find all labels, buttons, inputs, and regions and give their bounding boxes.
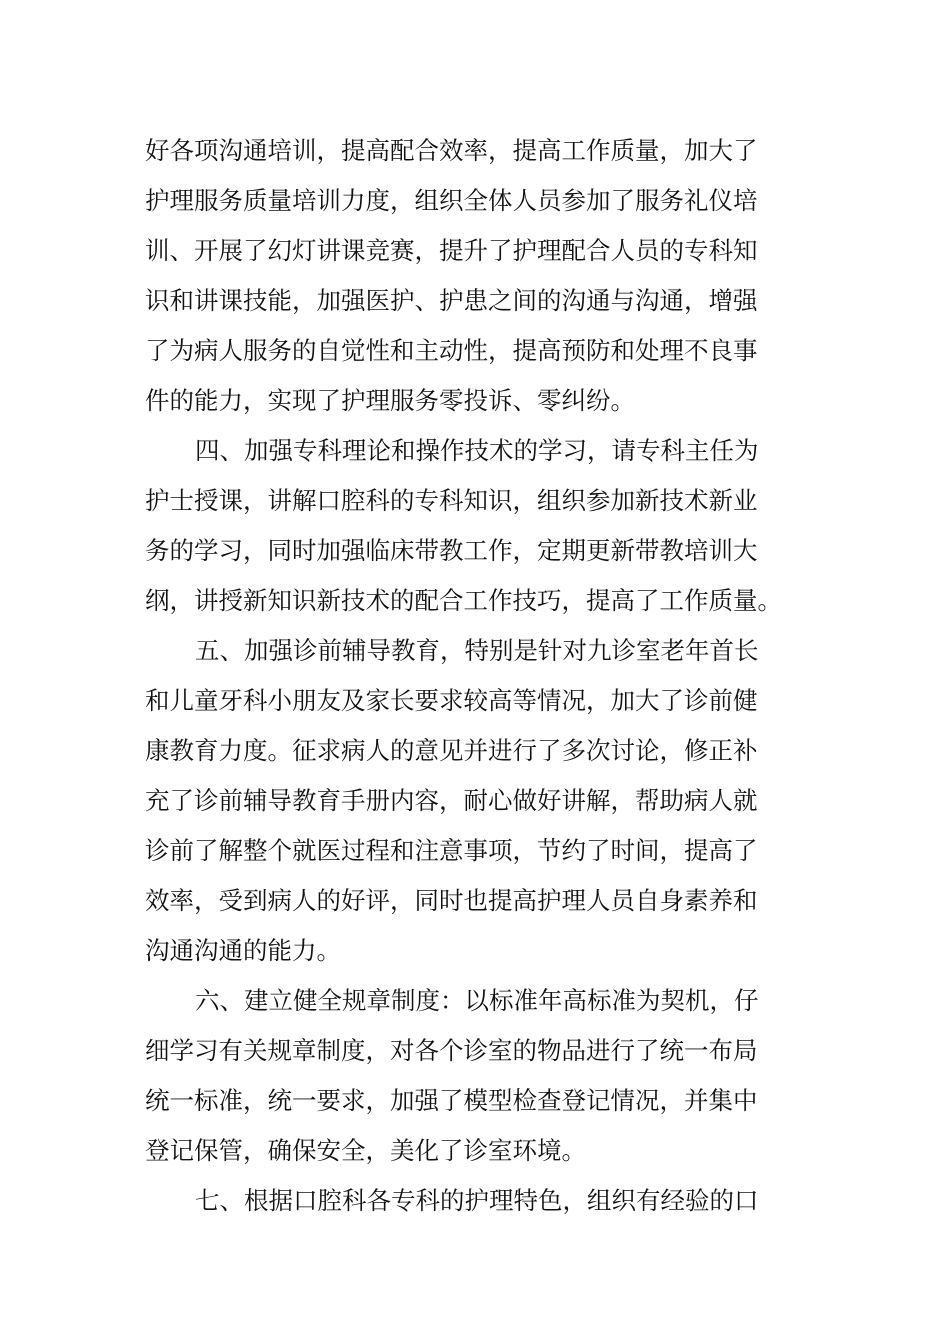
paragraph-start-line: 五、加强诊前辅导教育，特别是针对九诊室老年首长 xyxy=(195,636,759,665)
text-line: 沟通沟通的能力。 xyxy=(145,936,341,965)
paragraph-start-line: 七、根据口腔科各专科的护理特色，组织有经验的口 xyxy=(195,1186,759,1215)
text-line: 细学习有关规章制度，对各个诊室的物品进行了统一布局 xyxy=(145,1036,758,1065)
text-line: 登记保管，确保安全，美化了诊室环境。 xyxy=(145,1136,586,1165)
text-line: 充了诊前辅导教育手册内容，耐心做好讲解，帮助病人就 xyxy=(145,786,758,815)
text-line: 务的学习，同时加强临床带教工作，定期更新带教培训大 xyxy=(145,536,758,565)
text-line: 诊前了解整个就医过程和注意事项，节约了时间，提高了 xyxy=(145,836,758,865)
text-line: 护理服务质量培训力度，组织全体人员参加了服务礼仪培 xyxy=(145,186,758,215)
text-line: 统一标准，统一要求，加强了模型检查登记情况，并集中 xyxy=(145,1086,758,1115)
paragraph-start-line: 六、建立健全规章制度：以标准年高标准为契机，仔 xyxy=(195,986,759,1015)
text-line: 训、开展了幻灯讲课竞赛，提升了护理配合人员的专科知 xyxy=(145,236,758,265)
text-line: 纲，讲授新知识新技术的配合工作技巧，提高了工作质量。 xyxy=(145,586,782,615)
text-line: 了为病人服务的自觉性和主动性，提高预防和处理不良事 xyxy=(145,336,758,365)
text-line: 识和讲课技能，加强医护、护患之间的沟通与沟通，增强 xyxy=(145,286,758,315)
text-line: 效率，受到病人的好评，同时也提高护理人员自身素养和 xyxy=(145,886,758,915)
text-line: 康教育力度。征求病人的意见并进行了多次讨论，修正补 xyxy=(145,736,758,765)
paragraph-start-line: 四、加强专科理论和操作技术的学习，请专科主任为 xyxy=(195,436,759,465)
text-line: 好各项沟通培训，提高配合效率，提高工作质量，加大了 xyxy=(145,136,758,165)
document-body xyxy=(145,126,807,1226)
text-line: 和儿童牙科小朋友及家长要求较高等情况，加大了诊前健 xyxy=(145,686,758,715)
text-line: 护士授课，讲解口腔科的专科知识，组织参加新技术新业 xyxy=(145,486,758,515)
text-line: 件的能力，实现了护理服务零投诉、零纠纷。 xyxy=(145,386,635,415)
